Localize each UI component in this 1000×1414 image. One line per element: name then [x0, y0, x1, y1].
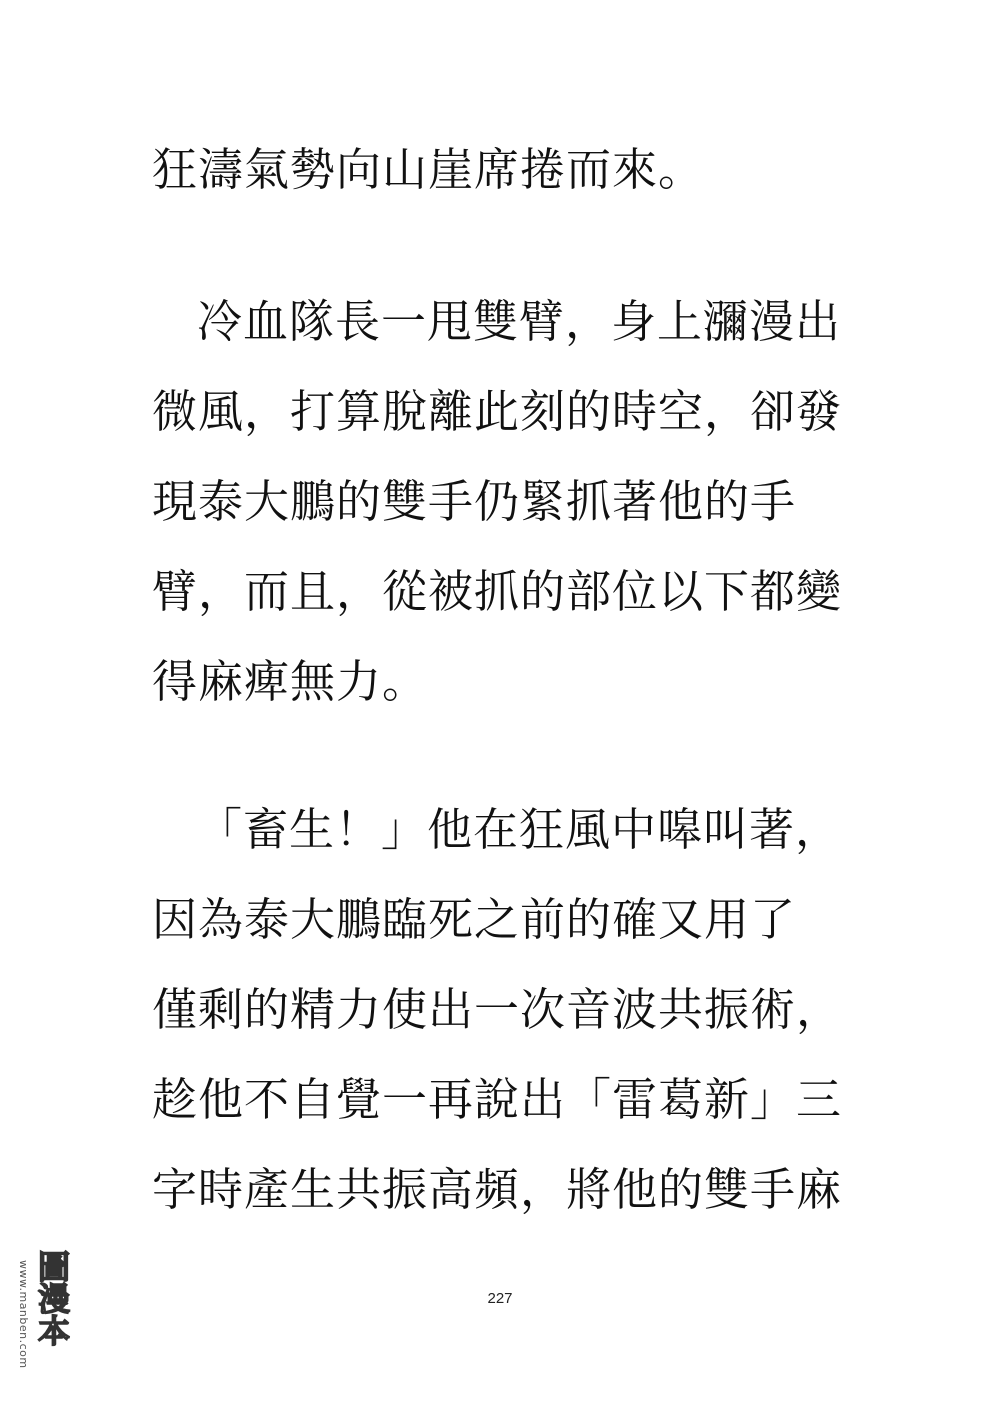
text-line: 得麻痺無力。 — [152, 655, 429, 708]
text-line: 字時產生共振高頻，將他的雙手麻 — [152, 1163, 843, 1216]
watermark-url: www.manben.com — [17, 1260, 30, 1369]
watermark-logo — [10, 1240, 72, 1400]
text-line — [152, 292, 841, 352]
text-line — [152, 800, 841, 860]
text-line: 僅剩的精力使出一次音波共振術， — [152, 983, 843, 1036]
text-line: 趁他不自覺一再說出「雷葛新」三 — [152, 1073, 843, 1126]
text-line-content: 冷血隊長一甩雙臂，身上瀰漫出 — [197, 295, 842, 348]
watermark-logo-text: 圖漫本 — [33, 1250, 71, 1346]
text-line: 狂濤氣勢向山崖席捲而來。 — [152, 143, 705, 196]
text-line: 因為泰大鵬臨死之前的確又用了 — [152, 893, 797, 946]
text-line: 現泰大鵬的雙手仍緊抓著他的手 — [152, 475, 797, 528]
text-line-content: 「畜生！」他在狂風中嗥叫著， — [197, 803, 842, 856]
text-line: 臂，而且，從被抓的部位以下都變 — [152, 565, 843, 618]
page-number: 227 — [487, 1290, 513, 1307]
text-line: 微風，打算脫離此刻的時空，卻發 — [152, 385, 843, 438]
